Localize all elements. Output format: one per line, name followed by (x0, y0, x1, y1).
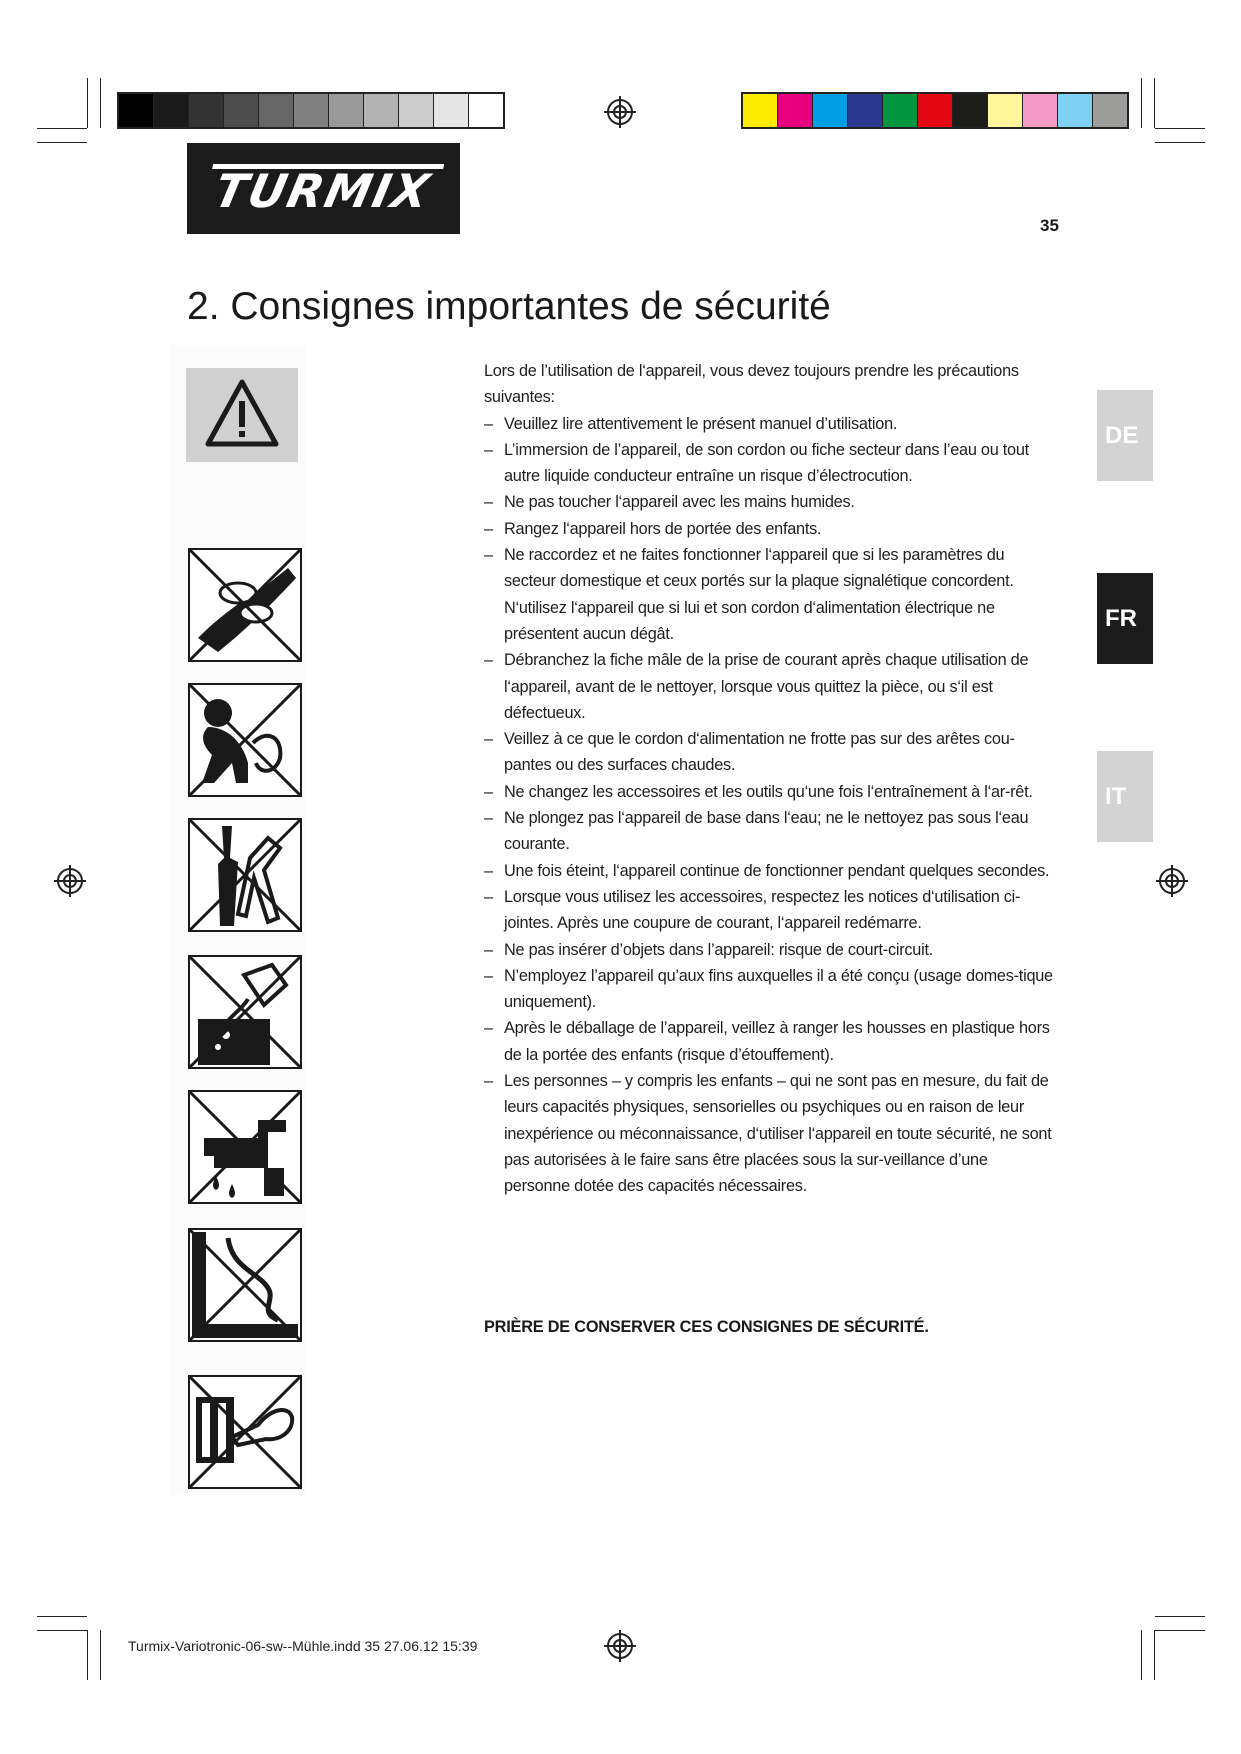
process-color-bar (741, 92, 1129, 129)
tab-de[interactable]: DE (1097, 390, 1153, 481)
no-cord-edge-icon (188, 1228, 302, 1342)
color-swatch (364, 94, 399, 127)
color-swatch (813, 94, 848, 127)
color-swatch (119, 94, 154, 127)
registration-mark-icon (603, 1629, 637, 1663)
color-swatch (918, 94, 953, 127)
brand-logo (187, 143, 460, 234)
color-swatch (329, 94, 364, 127)
warning-triangle-icon (186, 368, 298, 462)
color-swatch (1093, 94, 1127, 127)
no-children-icon (188, 683, 302, 797)
list-item: – Après le déballage de l’appareil, veillez à ranger les housses en plastique hors de la portée des enfants (risque d’étouffement). (484, 1015, 1054, 1068)
color-swatch (848, 94, 883, 127)
list-item: – Ne raccordez et ne faites fonctionner l‘appareil que si les paramètres du secteur domestique et ceux portés sur la plaque signalétique concordent. N‘utilisez l‘appareil que si lui et son cordon d‘alimentation électrique ne présentent aucun dégât. (484, 542, 1054, 647)
crop-mark (1154, 78, 1155, 128)
crop-mark (37, 142, 87, 143)
color-swatch (224, 94, 259, 127)
list-item: – Veillez à ce que le cordon d‘alimentation ne frotte pas sur des arêtes cou-pantes ou des surfaces chaudes. (484, 726, 1054, 779)
page-number: 35 (1040, 216, 1059, 235)
color-swatch (259, 94, 294, 127)
crop-mark (1155, 1616, 1205, 1617)
list-item: – Ne pas insérer d’objets dans l’appareil: risque de court-circuit. (484, 937, 1054, 963)
crop-mark (100, 78, 101, 128)
crop-mark (87, 1630, 88, 1680)
safety-instructions (484, 358, 1054, 1200)
crop-mark (1141, 78, 1142, 128)
list-item: – Ne plongez pas l‘appareil de base dans l‘eau; ne le nettoyez pas sous l‘eau courante. (484, 805, 1054, 858)
color-swatch (953, 94, 988, 127)
crop-mark (37, 128, 87, 129)
color-swatch (883, 94, 918, 127)
color-swatch (1058, 94, 1093, 127)
list-item: – Lorsque vous utilisez les accessoires, respectez les notices d‘utilisation ci-jointes. Après une coupure de courant, l‘appareil redémarre. (484, 884, 1054, 937)
color-swatch (778, 94, 813, 127)
color-swatch (294, 94, 329, 127)
instruction-list (484, 411, 1054, 1200)
list-item: – Veuillez lire attentivement le présent manuel d’utilisation. (484, 411, 1054, 437)
crop-mark (1155, 1630, 1205, 1631)
registration-mark-icon (1155, 864, 1189, 898)
tab-fr[interactable]: FR (1097, 573, 1153, 664)
crop-mark (1154, 1630, 1155, 1680)
list-item: – Ne changez les accessoires et les outils qu‘une fois l‘entraînement à l‘ar-rêt. (484, 779, 1054, 805)
no-tool-change-running-icon (188, 818, 302, 932)
color-swatch (434, 94, 469, 127)
list-item: – Ne pas toucher l‘appareil avec les mains humides. (484, 489, 1054, 515)
color-swatch (189, 94, 224, 127)
color-swatch (399, 94, 434, 127)
page-title: 2. Consignes importantes de sécurité (187, 285, 831, 328)
list-item: – Débranchez la fiche mâle de la prise de courant après chaque utilisation de l‘appareil, avant de le nettoyer, lorsque vous quittez la pièce, ou s‘il est défectueux. (484, 647, 1054, 726)
crop-mark (1155, 142, 1205, 143)
list-item: – Une fois éteint, l‘appareil continue de fonctionner pendant quelques secondes. (484, 858, 1054, 884)
list-item: – Les personnes – y compris les enfants – qui ne sont pas en mesure, du fait de leurs capacités physiques, sensorielles ou psychiques ou en raison de leur inexpérience ou méconnaissance, d‘utiliser l‘appareil en toute sécurité, ne sont pas autorisées à le faire sans être placées sous la sur-veillance d’une personne dotée des capacités nécessaires. (484, 1068, 1054, 1199)
crop-mark (100, 1630, 101, 1680)
color-swatch (154, 94, 189, 127)
intro-text: Lors de l’utilisation de l‘appareil, vous devez toujours prendre les précautions suivantes: (484, 362, 1019, 407)
crop-mark (1155, 128, 1205, 129)
color-swatch (988, 94, 1023, 127)
no-liquid-icon (188, 955, 302, 1069)
brand-logo-text: TURMIX (203, 164, 444, 213)
registration-mark-icon (53, 864, 87, 898)
closing-note: PRIÈRE DE CONSERVER CES CONSIGNES DE SÉCURITÉ. (484, 1318, 929, 1336)
color-swatch (743, 94, 778, 127)
color-swatch (469, 94, 503, 127)
no-wet-hands-icon (188, 548, 302, 662)
no-running-water-icon (188, 1090, 302, 1204)
registration-mark-icon (603, 95, 637, 129)
crop-mark (37, 1616, 87, 1617)
crop-mark (1141, 1630, 1142, 1680)
tab-it[interactable]: IT (1097, 751, 1153, 842)
crop-mark (87, 78, 88, 128)
list-item: – N’employez l’appareil qu’aux fins auxquelles il a été conçu (usage domes-tique uniquement). (484, 963, 1054, 1016)
list-item: – L’immersion de l’appareil, de son cordon ou fiche secteur dans l’eau ou tout autre liquide conducteur entraîne un risque d’électrocution. (484, 437, 1054, 490)
no-insert-objects-icon (188, 1375, 302, 1489)
grayscale-color-bar (117, 92, 505, 129)
crop-mark (37, 1630, 87, 1631)
file-slug: Turmix-Variotronic-06-sw--Mühle.indd 35 27.06.12 15:39 (128, 1638, 478, 1654)
color-swatch (1023, 94, 1058, 127)
list-item: – Rangez l‘appareil hors de portée des enfants. (484, 516, 1054, 542)
